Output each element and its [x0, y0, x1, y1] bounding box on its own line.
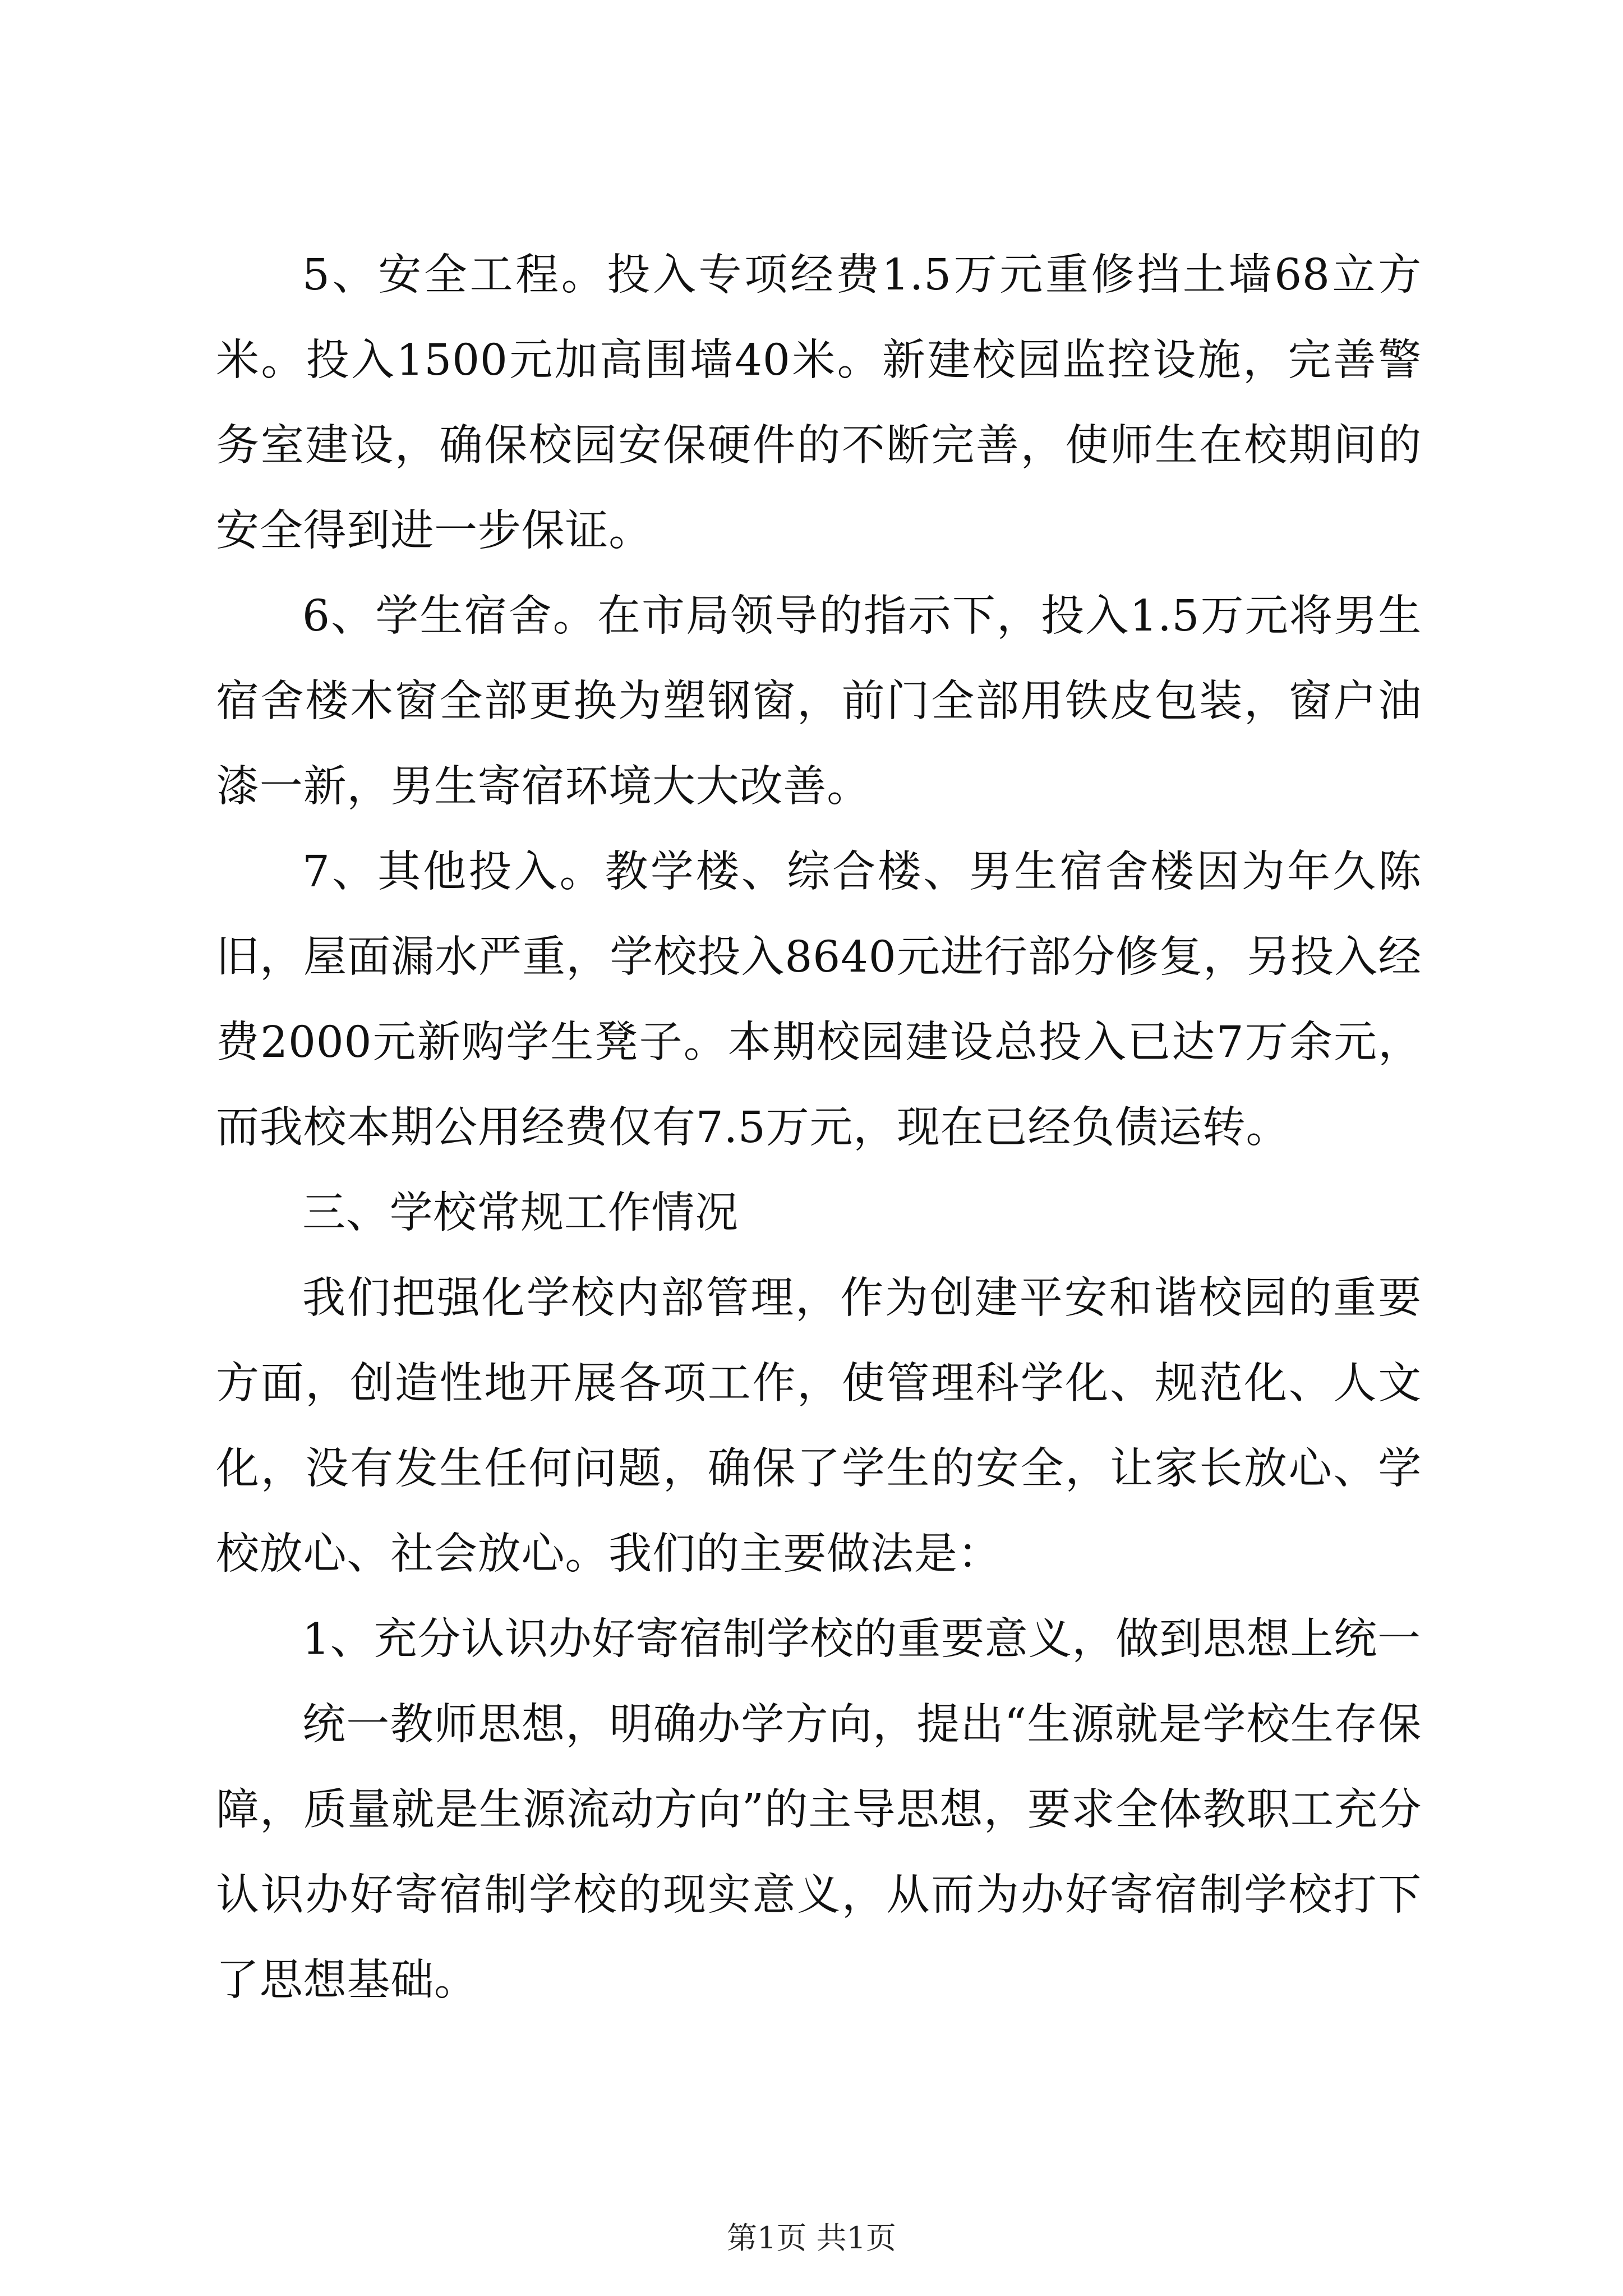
paragraph-safety-project: 5、安全工程。投入专项经费1.5万元重修挡土墙68立方米。投入1500元加高围墙40米。新建校园监控设施，完善警务室建设，确保校园安保硬件的不断完善，使师生在校期间的安全得到进一步保证。	[216, 250, 1422, 556]
paragraph-unify-teacher-thinking: 统一教师思想，明确办学方向，提出“生源就是学校生存保障，质量就是生源流动方向”的主导思想，要求全体教职工充分认识办好寄宿制学校的现实意义，从而为办好寄宿制学校打下了思想基础。	[216, 1700, 1422, 2005]
paragraph-other-investment: 7、其他投入。教学楼、综合楼、男生宿舍楼因为年久陈旧，屋面漏水严重，学校投入8640元进行部分修复，另投入经费2000元新购学生凳子。本期校园建设总投入已达7万余元，而我校本期公用经费仅有7.5万元，现在已经负债运转。	[216, 847, 1422, 1153]
page-footer: 第1页 共1页	[727, 2220, 896, 2256]
document-body	[216, 233, 1422, 2023]
paragraph-item-1-heading: 1、充分认识办好寄宿制学校的重要意义，做到思想上统一	[302, 1614, 1421, 1664]
paragraph-internal-management: 我们把强化学校内部管理，作为创建平安和谐校园的重要方面，创造性地开展各项工作，使管理科学化、规范化、人文化，没有发生任何问题，确保了学生的安全，让家长放心、学校放心、社会放心。我们的主要做法是：	[216, 1273, 1422, 1579]
section-heading-routine-work: 三、学校常规工作情况	[302, 1188, 739, 1238]
paragraph-student-dormitory: 6、学生宿舍。在市局领导的指示下，投入1.5万元将男生宿舍楼木窗全部更换为塑钢窗，前门全部用铁皮包装，窗户油漆一新，男生寄宿环境大大改善。	[216, 591, 1422, 812]
